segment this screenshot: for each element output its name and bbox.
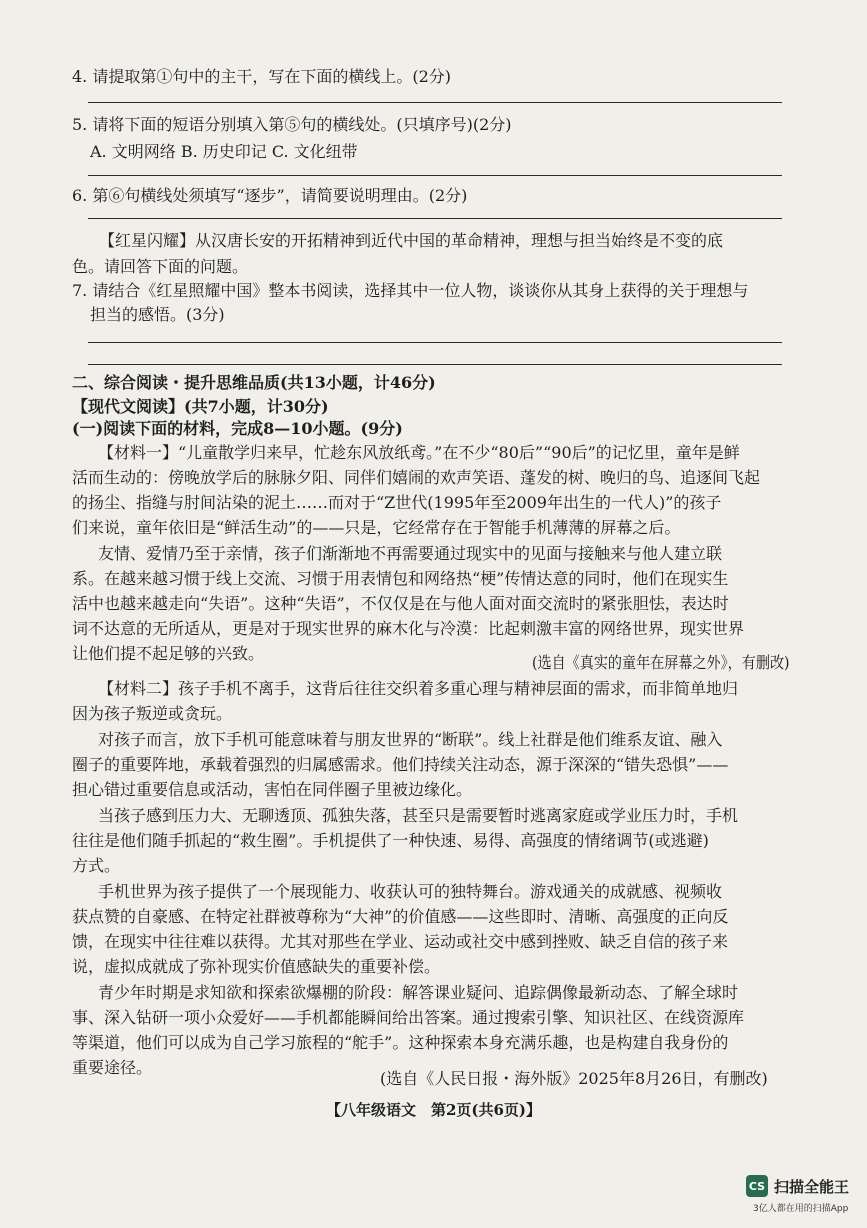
question-7: 7. 请结合《红星照耀中国》整本书阅读，选择其中一位人物，谈谈你从其身上获得的关于理想与: [72, 281, 749, 300]
answer-line: [88, 102, 782, 103]
material-2-line: 圈子的重要阵地，承载着强烈的归属感需求。他们持续关注动态，源于深深的“错失恐惧”——: [72, 755, 729, 774]
material-2-line: 当孩子感到压力大、无聊透顶、孤独失落，甚至只是需要暂时逃离家庭或学业压力时，手机: [98, 806, 739, 825]
material-2-line: 因为孩子叛逆或贪玩。: [72, 704, 233, 723]
page-footer: 【八年级语文 第2页(共6页)】: [325, 1101, 542, 1119]
scanner-name: 扫描全能王: [774, 1177, 850, 1196]
material-2-line: 青少年时期是求知欲和探索欲爆棚的阶段：解答课业疑问、追踪偶像最新动态、了解全球时: [98, 983, 739, 1002]
material-2-line: 馈，在现实中往往难以获得。尤其对那些在学业、运动或社交中感到挫败、缺乏自信的孩子来: [72, 932, 729, 951]
scanner-tagline: 3亿人都在用的扫描App: [753, 1204, 849, 1214]
camscanner-logo-icon: CS: [746, 1175, 768, 1197]
material-1-line: 系。在越来越习惯于线上交流、习惯于用表情包和网络热“梗”传情达意的同时，他们在现实生: [72, 569, 729, 588]
material-2-line: 说，虚拟成就成了弥补现实价值感缺失的重要补偿。: [72, 957, 441, 976]
answer-line: [88, 342, 782, 343]
material-1-source: (选自《真实的童年在屏幕之外》，有删改): [532, 653, 790, 672]
hongxing-intro: 【红星闪耀】从汉唐长安的开拓精神到近代中国的革命精神，理想与担当始终是不变的底: [99, 231, 724, 250]
material-2-line: 重要途径。: [72, 1058, 153, 1077]
hongxing-intro-cont: 色。请回答下面的问题。: [72, 257, 249, 276]
material-2-line: 方式。: [72, 856, 121, 875]
material-1-line: 词不达意的无所适从，更是对于现实世界的麻木化与冷漠：比起刺激丰富的网络世界，现实世界: [72, 619, 745, 638]
material-2-line: 担心错过重要信息或活动，害怕在同伴圈子里被边缘化。: [72, 780, 473, 799]
part-1-heading: (一)阅读下面的材料，完成8—10小题。(9分): [72, 419, 403, 438]
material-2-source: (选自《人民日报・海外版》2025年8月26日，有删改): [380, 1069, 768, 1088]
material-1-line: 【材料一】“儿童散学归来早，忙趁东风放纸鸢。”在不少“80后”“90后”的记忆里，童年是鲜: [98, 443, 740, 462]
question-4: 4. 请提取第①句中的主干，写在下面的横线上。(2分): [72, 67, 452, 86]
material-2-line: 获点赞的自豪感、在特定社群被尊称为“大神”的价值感——这些即时、清晰、高强度的正向反: [72, 907, 729, 926]
section-2-heading: 二、综合阅读・提升思维品质(共13小题，计46分): [72, 373, 436, 392]
scanner-watermark: [746, 1175, 849, 1197]
question-7-cont: 担当的感悟。(3分): [90, 305, 225, 324]
material-2-line: 对孩子而言，放下手机可能意味着与朋友世界的“断联”。线上社群是他们维系友谊、融入: [98, 730, 723, 749]
question-5: 5. 请将下面的短语分别填入第⑤句的横线处。(只填序号)(2分): [72, 115, 512, 134]
question-5-options: A. 文明网络 B. 历史印记 C. 文化纽带: [90, 142, 358, 161]
answer-line: [88, 364, 782, 365]
material-1-line: 让他们提不起足够的兴致。: [72, 644, 265, 663]
material-1-line: 活而生动的：傍晚放学后的脉脉夕阳、同伴们嬉闹的欢声笑语、蓬发的树、晚归的鸟、追逐间飞起: [72, 468, 761, 487]
material-1-line: 的扬尘、指缝与肘间沾染的泥土……而对于“Z世代(1995年至2009年出生的一代人)”的孩子: [72, 493, 722, 512]
material-1-line: 友情、爱情乃至于亲情，孩子们渐渐地不再需要通过现实中的见面与接触来与他人建立联: [98, 544, 723, 563]
question-6: 6. 第⑥句横线处须填写“逐步”，请简要说明理由。(2分): [72, 186, 468, 205]
material-1-line: 活中也越来越走向“失语”。这种“失语”，不仅仅是在与他人面对面交流时的紧张胆怯，表达时: [72, 594, 729, 613]
material-2-line: 等渠道，他们可以成为自己学习旅程的“舵手”。这种探索本身充满乐趣，也是构建自我身份的: [72, 1033, 729, 1052]
material-2-line: 事、深入钻研一项小众爱好——手机都能瞬间给出答案。通过搜索引擎、知识社区、在线资源库: [72, 1008, 745, 1027]
modern-reading-heading: 【现代文阅读】(共7小题，计30分): [72, 397, 329, 416]
material-2-line: 往往是他们随手抓起的“救生圈”。手机提供了一种快速、易得、高强度的情绪调节(或逃避): [72, 831, 709, 850]
material-1-line: 们来说，童年依旧是“鲜活生动”的——只是，它经常存在于智能手机薄薄的屏幕之后。: [72, 518, 681, 537]
material-2-line: 手机世界为孩子提供了一个展现能力、收获认可的独特舞台。游戏通关的成就感、视频收: [98, 882, 723, 901]
material-2-line: 【材料二】孩子手机不离手，这背后往往交织着多重心理与精神层面的需求，而非简单地归: [98, 679, 739, 698]
answer-line: [88, 175, 782, 176]
answer-line: [88, 218, 782, 219]
